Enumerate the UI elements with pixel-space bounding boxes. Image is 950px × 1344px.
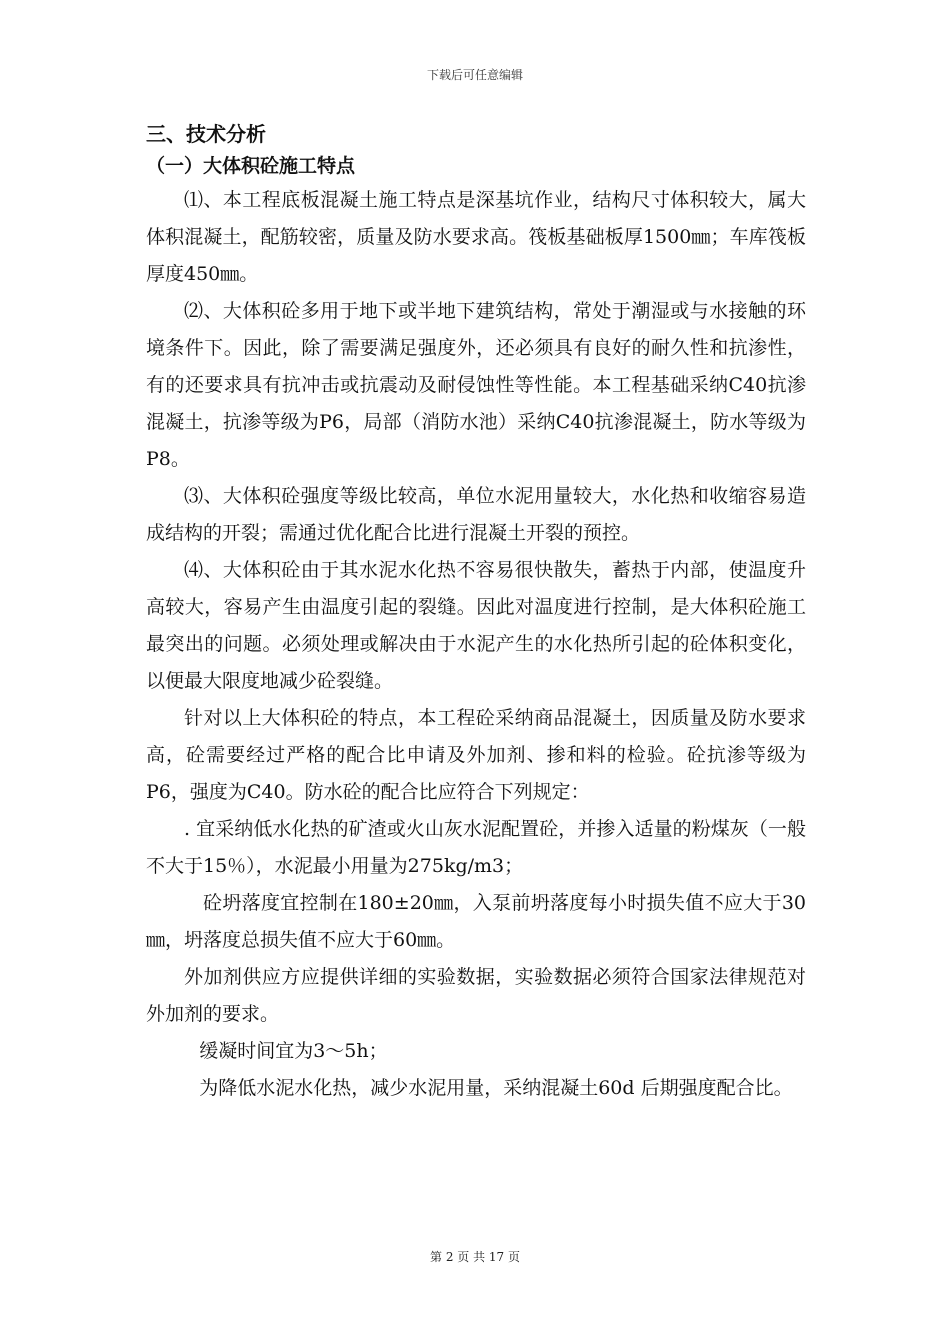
paragraph-4: ⑷、大体积砼由于其水泥水化热不容易很快散失，蓄热于内部，使温度升高较大，容易产生由温度引起的裂缝。因此对温度进行控制，是大体积砼施工最突出的问题。必须处理或解决由于水泥产生的水化热所引起的砼体积变化，以便最大限度地减少砼裂缝。 [146, 559, 806, 692]
header-note: 下载后可任意编辑 [426, 68, 523, 82]
document-body [146, 118, 806, 1107]
paragraph-2: ⑵、大体积砼多用于地下或半地下建筑结构，常处于潮湿或与水接触的环境条件下。因此，除了需要满足强度外，还必须具有良好的耐久性和抗渗性，有的还要求具有抗冲击或抗震动及耐侵蚀性等性能。本工程基础采纳C40抗渗混凝土，抗渗等级为P6，局部（消防水池）采纳C40抗渗混凝土，防水等级为P8。 [146, 300, 806, 470]
paragraph-9: 缓凝时间宜为3～5h； [199, 1040, 388, 1062]
section-heading: 三、技术分析 [146, 122, 266, 146]
paragraph-5: 针对以上大体积砼的特点，本工程砼采纳商品混凝土，因质量及防水要求高，砼需要经过严格的配合比申请及外加剂、掺和料的检验。砼抗渗等级为P6，强度为C40。防水砼的配合比应符合下列规定： [146, 707, 806, 803]
subsection-heading: （一）大体积砼施工特点 [146, 155, 356, 177]
paragraph-6: . 宜采纳低水化热的矿渣或火山灰水泥配置砼，并掺入适量的粉煤灰（一般不大于15％），水泥最小用量为275kg/m3； [146, 818, 806, 877]
paragraph-7: 砼坍落度宜控制在180±20㎜，入泵前坍落度每小时损失值不应大于30㎜，坍落度总损失值不应大于60㎜。 [146, 892, 806, 951]
paragraph-3: ⑶、大体积砼强度等级比较高，单位水泥用量较大，水化热和收缩容易造成结构的开裂；需通过优化配合比进行混凝土开裂的预控。 [146, 485, 806, 544]
page-number: 第 2 页 共 17 页 [430, 1250, 520, 1264]
paragraph-10: 为降低水泥水化热，减少水泥用量，采纳混凝土60d 后期强度配合比。 [199, 1077, 793, 1099]
paragraph-8: 外加剂供应方应提供详细的实验数据，实验数据必须符合国家法律规范对外加剂的要求。 [146, 966, 806, 1025]
paragraph-1: ⑴、本工程底板混凝土施工特点是深基坑作业，结构尺寸体积较大，属大体积混凝土，配筋较密，质量及防水要求高。筏板基础板厚1500㎜；车库筏板厚度450㎜。 [146, 189, 806, 285]
